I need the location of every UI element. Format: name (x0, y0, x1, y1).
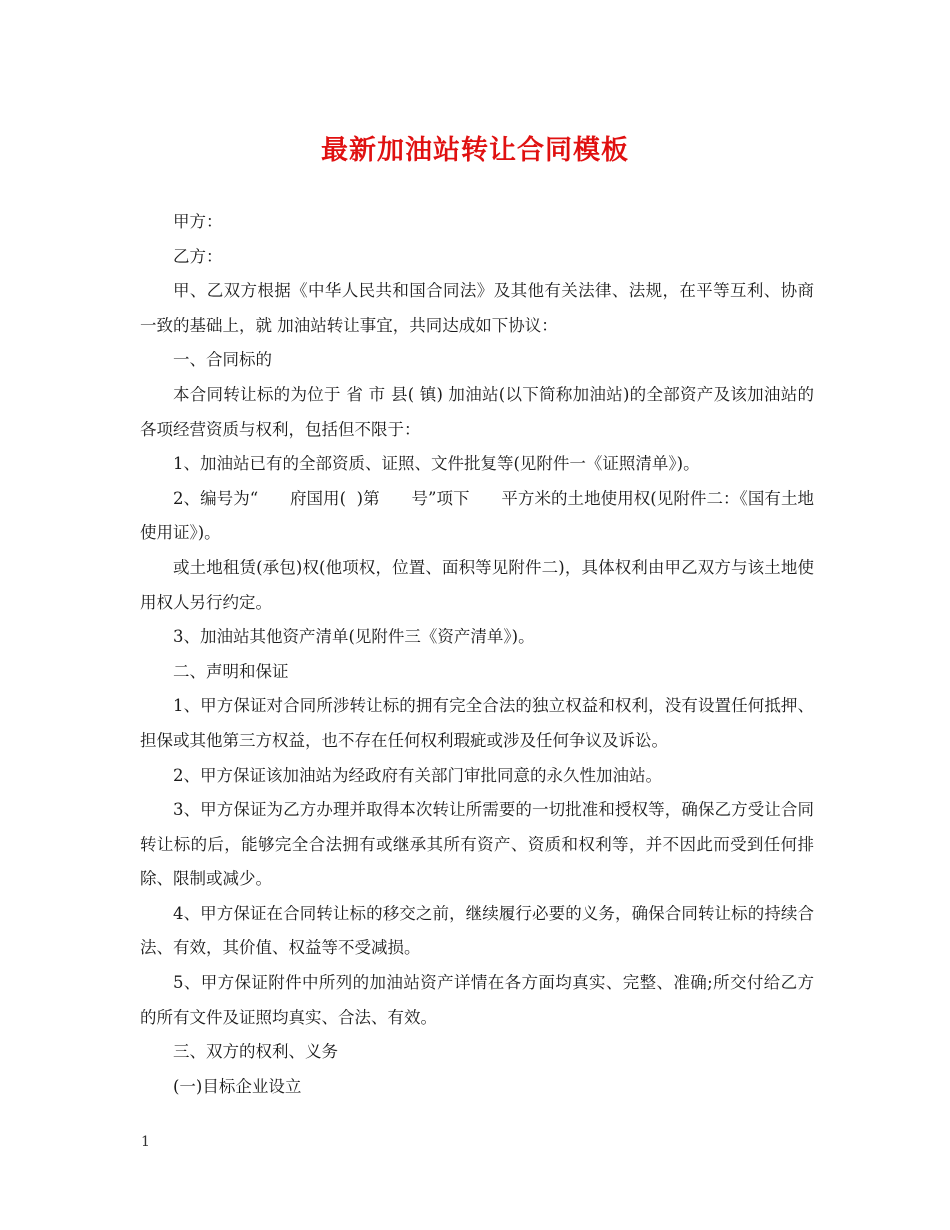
contract-subject-paragraph: 本合同转让标的为位于 省 市 县( 镇) 加油站(以下简称加油站)的全部资产及该加油站的各项经营资质与权利，包括但不限于： (140, 384, 814, 439)
section-heading-1: 一、合同标的 (173, 350, 272, 370)
clause-2-2: 2、甲方保证该加油站为经政府有关部门审批同意的永久性加油站。 (173, 765, 662, 785)
clause-2-5: 5、甲方保证附件中所列的加油站资产详情在各方面均真实、完整、准确;所交付给乙方的所有文件及证照均真实、合法、有效。 (140, 973, 814, 1027)
page-number: 1 (141, 1134, 150, 1150)
document-body (140, 205, 814, 1104)
party-a-line: 甲方： (173, 212, 223, 231)
preamble-paragraph: 甲、乙双方根据《中华人民共和国合同法》及其他有关法律、法规，在平等互利、协商一致的基础上，就 加油站转让事宜，共同达成如下协议： (140, 281, 814, 335)
party-b-line: 乙方： (173, 246, 223, 266)
section-heading-2: 二、声明和保证 (173, 661, 289, 681)
clause-1-2: 2、编号为“ 府国用( )第 号”项下 平方米的土地使用权(见附件二：《国有土地使用证》)。 (140, 488, 814, 543)
document-title: 最新加油站转让合同模板 (321, 135, 629, 166)
clause-2-1: 1、甲方保证对合同所涉转让标的拥有完全合法的独立权益和权利，没有设置任何抵押、担保或其他第三方权益，也不存在任何权利瑕疵或涉及任何争议及诉讼。 (140, 696, 814, 750)
clause-2-4: 4、甲方保证在合同转让标的移交之前，继续履行必要的义务，确保合同转让标的持续合法、有效，其价值、权益等不受减损。 (140, 903, 814, 958)
clause-2-3: 3、甲方保证为乙方办理并取得本次转让所需要的一切批准和授权等，确保乙方受让合同转让标的后，能够完全合法拥有或继承其所有资产、资质和权利等，并不因此而受到任何排除、限制或减少。 (140, 800, 814, 889)
clause-1-2-alt: 或土地租赁(承包)权(他项权，位置、面积等见附件二)，具体权利由甲乙双方与该土地使用权人另行约定。 (140, 557, 814, 612)
subsection-heading-3-1: (一)目标企业设立 (173, 1076, 302, 1096)
clause-1-1: 1、加油站已有的全部资质、证照、文件批复等(见附件一《证照清单》)。 (173, 454, 700, 474)
section-heading-3: 三、双方的权利、义务 (173, 1042, 338, 1062)
clause-1-3: 3、加油站其他资产清单(见附件三《资产清单》)。 (173, 627, 535, 647)
